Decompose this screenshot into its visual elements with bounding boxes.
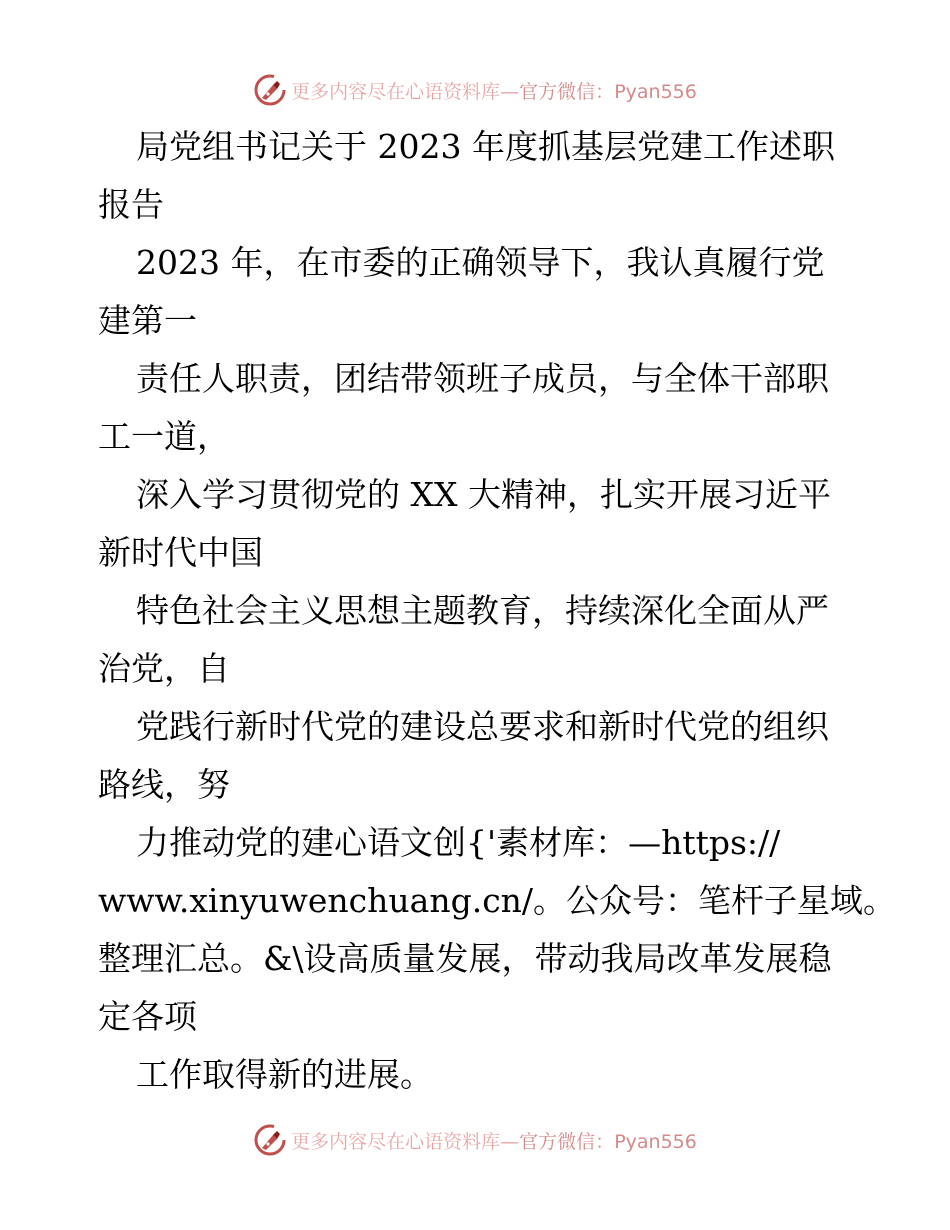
document-line: 责任人职责，团结带领班子成员，与全体干部职 [136,359,829,398]
watermark-wechat-label: 官方微信： [519,1130,615,1153]
watermark-dash: — [500,80,520,103]
document-line: 深入学习贯彻党的 XX 大精神，扎实开展习近平 [136,475,831,514]
document-line: 党践行新时代党的建设总要求和新时代党的组织 [136,707,829,746]
document-line: 新时代中国 [98,533,263,572]
watermark-dash: — [500,1130,520,1153]
document-line: www.xinyuwenchuang.cn/。公众号：笔杆子星域。 [98,881,897,920]
pen-nib-icon [253,73,287,107]
document-line: 定各项 [98,997,197,1036]
watermark-banner-top [0,70,950,110]
document-line: 工作取得新的进展。 [136,1055,433,1094]
document-line: 特色社会主义思想主题教育，持续深化全面从严 [136,591,829,630]
document-line: 力推动党的建心语文创{'素材库：—https:// [136,823,781,862]
watermark-site-text: 更多内容尽在心语资料库 [291,1130,501,1153]
document-line: 治党，自 [98,649,230,688]
document-line: 报告 [98,185,164,224]
watermark-banner-bottom [0,1120,950,1160]
document-line: 建第一 [98,301,197,340]
document-line: 工一道， [98,417,230,456]
document-line: 2023 年，在市委的正确领导下，我认真履行党 [136,243,825,282]
watermark-wechat-id: Pyan556 [614,1130,697,1153]
document-body [98,118,897,1104]
document-line: 局党组书记关于 2023 年度抓基层党建工作述职 [136,127,835,166]
document-line: 路线，努 [98,765,230,804]
watermark-site-text: 更多内容尽在心语资料库 [291,80,501,103]
watermark-wechat-label: 官方微信： [519,80,615,103]
pen-nib-icon [253,1123,287,1157]
watermark-wechat-id: Pyan556 [614,80,697,103]
document-line: 整理汇总。&\设高质量发展，带动我局改革发展稳 [98,939,832,978]
